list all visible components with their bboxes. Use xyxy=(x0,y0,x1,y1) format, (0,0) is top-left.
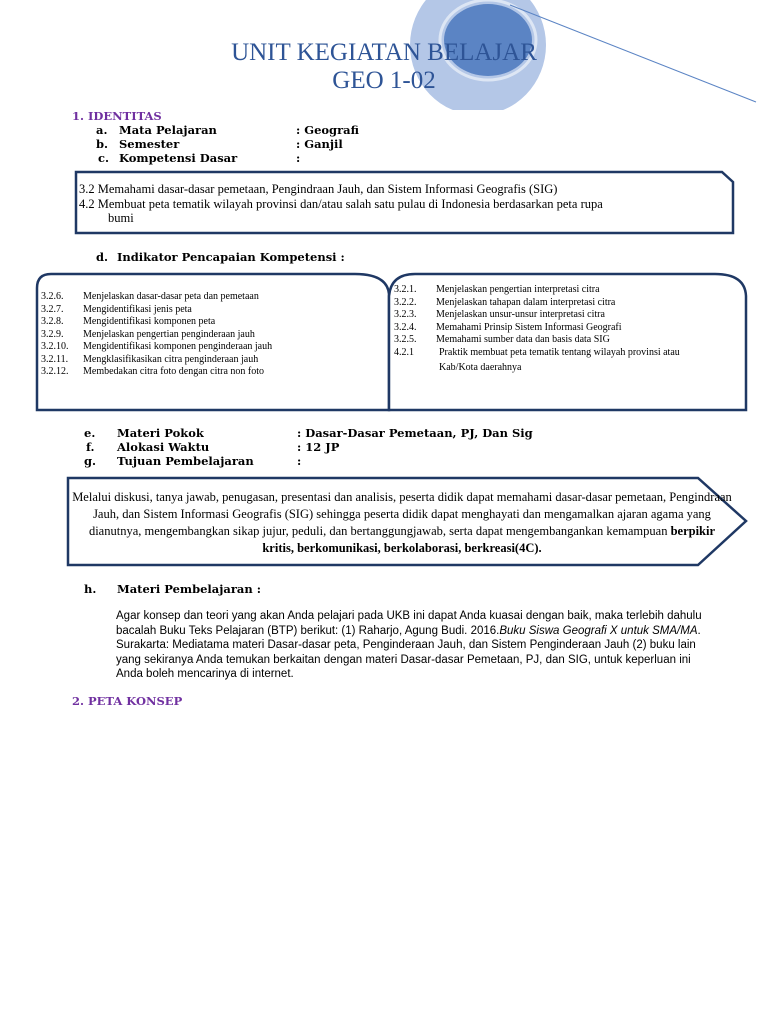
row-key: e. xyxy=(84,426,96,440)
row-label: Mata Pelajaran xyxy=(119,123,217,137)
kompetensi-dasar-item: 4.2 Membuat peta tematik wilayah provinsi dan/atau salah satu pulau di Indonesia berdasarkan peta rupa xyxy=(79,197,603,211)
row-value: : 12 JP xyxy=(297,440,340,454)
row-key: h. xyxy=(84,582,97,596)
indikator-number: 3.2.3. xyxy=(394,309,417,320)
indikator-number: 3.2.9. xyxy=(41,328,64,340)
indikator-text: Menjelaskan tahapan dalam interpretasi citra xyxy=(436,296,616,308)
row-key: a. xyxy=(96,123,108,137)
row-label: Tujuan Pembelajaran xyxy=(117,454,254,468)
row-key: c. xyxy=(98,151,110,165)
row-key: d. xyxy=(96,250,109,264)
section-heading-peta-konsep: 2. PETA KONSEP xyxy=(72,694,183,708)
indikator-text: Kab/Kota daerahnya xyxy=(439,362,522,373)
indikator-text: Menjelaskan unsur-unsur interpretasi citra xyxy=(436,309,605,320)
indikator-text: Membedakan citra foto dengan citra non foto xyxy=(83,366,265,377)
row-key: g. xyxy=(84,454,97,468)
tujuan-text xyxy=(72,489,732,557)
row-value: : xyxy=(296,151,301,165)
document-title: UNIT KEGIATAN BELAJAR xyxy=(231,39,537,66)
indikator-text: Menjelaskan pengertian penginderaan jauh xyxy=(83,328,255,340)
row-value: : Geografi xyxy=(296,123,359,137)
indikator-number: 3.2.4. xyxy=(394,321,417,333)
row-key: b. xyxy=(96,137,109,151)
indikator-text: Memahami Prinsip Sistem Informasi Geografi xyxy=(436,321,622,333)
row-value: : Dasar-Dasar Pemetaan, PJ, Dan Sig xyxy=(297,426,533,440)
indikator-text: Praktik membuat peta tematik tentang wilayah provinsi atau xyxy=(439,347,680,358)
row-label: Kompetensi Dasar xyxy=(119,151,238,165)
indikator-text: Menjelaskan pengertian interpretasi citra xyxy=(436,284,600,295)
tujuan-body: Melalui diskusi, tanya jawab, penugasan, presentasi dan analisis, peserta didik dapat memahami dasar-dasar pemetaan, Pengindraan Jauh, dan Sistem Informasi Geografis (SIG) sehingga peserta didik dapat menghayati dan mengamalkan ajaran agama yang dianutnya, mengembangkan sikap jujur, peduli, dan bertanggungjawab, serta dapat mengembangankan kemampuan xyxy=(72,490,732,538)
kompetensi-dasar-item: 3.2 Memahami dasar-dasar pemetaan, Pengindraan Jauh, dan Sistem Informasi Geografis (SIG) xyxy=(79,182,558,196)
indikator-number: 3.2.10. xyxy=(41,341,69,352)
indikator-text: Mengidentifikasi komponen peta xyxy=(83,316,216,327)
indikator-number: 3.2.12. xyxy=(41,366,69,377)
indikator-text: Memahami sumber data dan basis data SIG xyxy=(436,334,610,345)
row-value: : xyxy=(297,454,302,468)
indikator-number: 3.2.2. xyxy=(394,296,417,308)
indikator-text: Mengidentifikasi komponen penginderaan jauh xyxy=(83,341,273,352)
document-subtitle: GEO 1-02 xyxy=(332,67,436,94)
indikator-text: Mengidentifikasi jenis peta xyxy=(83,303,192,315)
row-value: : Ganjil xyxy=(296,137,343,151)
indikator-number: 3.2.5. xyxy=(394,334,417,345)
row-key: f. xyxy=(86,440,95,454)
row-label: Semester xyxy=(119,137,180,151)
kompetensi-dasar-item: bumi xyxy=(108,211,134,225)
section-heading-identitas: 1. IDENTITAS xyxy=(72,109,162,123)
indikator-number: 3.2.1. xyxy=(394,284,417,295)
indikator-number: 3.2.8. xyxy=(41,316,64,327)
indikator-text: Mengklasifikasikan citra penginderaan jauh xyxy=(83,353,259,365)
indikator-text: Menjelaskan dasar-dasar peta dan pemetaan xyxy=(83,291,259,302)
materi-paragraph xyxy=(116,609,716,682)
indikator-number: 3.2.7. xyxy=(41,303,64,315)
row-label: Materi Pembelajaran : xyxy=(117,582,261,596)
indikator-number: 4.2.1 xyxy=(394,347,414,358)
materi-book-title: Buku Siswa Geografi X untuk SMA/MA xyxy=(499,624,698,637)
row-label: Indikator Pencapaian Kompetensi : xyxy=(117,250,345,264)
tujuan-bold: berpikir kritis, berkomunikasi, berkolaborasi, berkreasi(4C). xyxy=(262,524,716,555)
row-label: Alokasi Waktu xyxy=(117,440,210,454)
materi-text: Agar konsep dan teori yang akan Anda pelajari pada UKB ini dapat Anda kuasai dengan baik, maka terlebih dahulu bacalah Buku Teks Pelajaran (BTP) berikut: (1) Raharjo, Agung Budi. 2016. xyxy=(116,610,702,637)
indikator-number: 3.2.6. xyxy=(41,291,64,302)
indikator-number: 3.2.11. xyxy=(41,353,69,365)
row-label: Materi Pokok xyxy=(117,426,204,440)
materi-text: . Surakarta: Mediatama materi Dasar-dasar peta, Penginderaan Jauh, dan Sistem Penginderaan Jauh (2) buku lain yang sekiranya Anda temukan berkaitan dengan materi Dasar-dasar Pemetaan, PJ, dan SIG, untuk keperluan ini Anda boleh mencarinya di internet. xyxy=(116,624,701,680)
